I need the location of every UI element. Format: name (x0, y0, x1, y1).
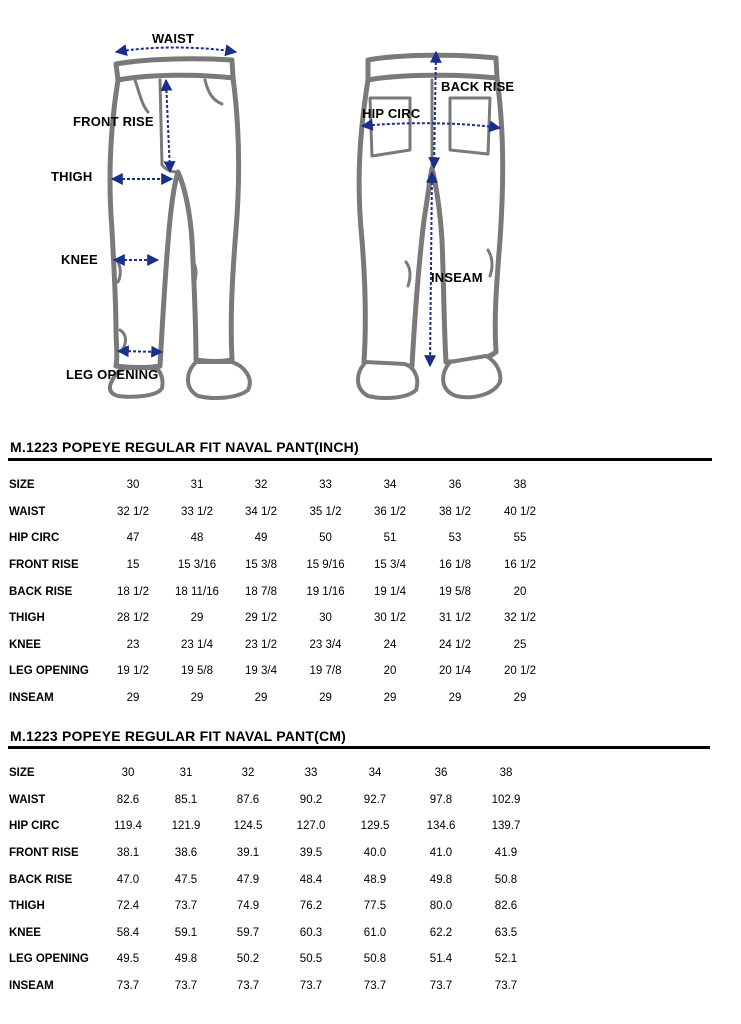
table-cell: 19 1/2 (117, 665, 149, 678)
table-cell: 20 (383, 665, 397, 678)
table-cell: 20 (513, 585, 527, 598)
table-cell: 47.9 (236, 873, 260, 886)
table-cell: 31 1/2 (439, 612, 471, 625)
row-label: LEG OPENING (9, 953, 89, 966)
table-cell: 50.2 (236, 953, 260, 966)
table-cell: 60.3 (299, 926, 323, 939)
table-cell: 32 1/2 (117, 505, 149, 518)
thigh-label: THIGH (51, 169, 93, 184)
table-cell: 77.5 (363, 900, 387, 913)
table-cell: 31 (179, 767, 193, 780)
table-cell: 34 1/2 (245, 505, 277, 518)
table-cell: 48 (190, 532, 204, 545)
table-cell: 23 3/4 (309, 638, 342, 651)
table-cell: 49 (254, 532, 268, 545)
table-cell: 15 3/16 (177, 559, 217, 572)
pants-diagram (0, 0, 741, 420)
table-row (8, 840, 537, 867)
hip-circ-label: HIP CIRC (362, 106, 421, 121)
table-cell: 15 3/8 (245, 559, 277, 572)
table-cell: 19 5/8 (181, 665, 213, 678)
table-cell: 29 (126, 692, 140, 705)
table-cell: 23 1/4 (181, 638, 213, 651)
table-cell: 73.7 (299, 980, 323, 993)
table-cell: 29 (190, 612, 204, 625)
table-cell: 50.8 (494, 873, 518, 886)
inch-table-rule (8, 458, 712, 461)
table-row (8, 893, 537, 920)
table-cell: 28 1/2 (117, 612, 149, 625)
table-cell: 73.7 (174, 980, 198, 993)
table-cell: 33 1/2 (181, 505, 213, 518)
table-cell: 63.5 (494, 926, 518, 939)
table-cell: 92.7 (363, 793, 387, 806)
table-cell: 33 (319, 479, 332, 492)
table-cell: 53 (448, 532, 462, 545)
table-cell: 49.8 (174, 953, 198, 966)
table-cell: 55 (513, 532, 527, 545)
table-cell: 18 1/2 (117, 585, 149, 598)
table-cell: 34 (368, 767, 382, 780)
table-cell: 102.9 (491, 793, 521, 806)
table-cell: 38.1 (116, 847, 140, 860)
row-label: KNEE (9, 638, 41, 651)
table-row (8, 946, 537, 973)
table-cell: 29 (190, 692, 204, 705)
table-cell: 19 1/4 (374, 585, 406, 598)
row-label: THIGH (9, 900, 45, 913)
inseam-arrow (430, 172, 432, 366)
table-cell: 72.4 (116, 900, 140, 913)
table-cell: 23 1/2 (245, 638, 277, 651)
table-cell: 73.7 (363, 980, 387, 993)
table-cell: 121.9 (171, 820, 201, 833)
table-cell: 134.6 (426, 820, 456, 833)
table-cell: 19 3/4 (245, 665, 277, 678)
cm-table-title: M.1223 POPEYE REGULAR FIT NAVAL PANT(CM) (10, 728, 346, 744)
table-cell: 80.0 (429, 900, 453, 913)
row-label: SIZE (9, 479, 35, 492)
table-cell: 48.4 (299, 873, 323, 886)
table-row (8, 472, 552, 499)
table-cell: 24 (383, 638, 397, 651)
table-cell: 29 (319, 692, 332, 705)
table-cell: 35 1/2 (309, 505, 342, 518)
table-cell: 73.7 (429, 980, 453, 993)
table-cell: 82.6 (116, 793, 140, 806)
row-label: LEG OPENING (9, 665, 89, 678)
row-label: KNEE (9, 926, 41, 939)
inch-table-title: M.1223 POPEYE REGULAR FIT NAVAL PANT(INCH) (10, 439, 359, 455)
table-cell: 38 (499, 767, 513, 780)
table-cell: 32 1/2 (504, 612, 536, 625)
table-cell: 30 (121, 767, 135, 780)
table-cell: 19 1/16 (306, 585, 345, 598)
table-cell: 32 (241, 767, 255, 780)
table-cell: 31 (190, 479, 204, 492)
waist-arrow (116, 48, 236, 53)
table-cell: 87.6 (236, 793, 260, 806)
back-rise-label: BACK RISE (441, 79, 515, 94)
table-cell: 62.2 (429, 926, 453, 939)
table-cell: 29 (513, 692, 527, 705)
table-cell: 32 (254, 479, 268, 492)
table-cell: 61.0 (363, 926, 387, 939)
leg-opening-arrow (118, 351, 162, 352)
front-rise-label: FRONT RISE (73, 114, 154, 129)
table-cell: 76.2 (299, 900, 323, 913)
table-row (8, 605, 552, 632)
table-cell: 20 1/2 (504, 665, 536, 678)
table-cell: 124.5 (233, 820, 263, 833)
table-cell: 41.0 (429, 847, 453, 860)
table-cell: 36 (434, 767, 448, 780)
table-row (8, 760, 537, 787)
table-cell: 73.7 (494, 980, 518, 993)
table-cell: 97.8 (429, 793, 453, 806)
table-row (8, 525, 552, 552)
table-cell: 36 (448, 479, 462, 492)
table-cell: 59.1 (174, 926, 198, 939)
front-pants-outline (110, 59, 239, 368)
table-cell: 50 (319, 532, 332, 545)
leg-opening-label: LEG OPENING (66, 367, 159, 382)
table-cell: 49.8 (429, 873, 453, 886)
table-cell: 15 9/16 (306, 559, 345, 572)
table-cell: 74.9 (236, 900, 260, 913)
table-cell: 41.9 (494, 847, 518, 860)
table-cell: 58.4 (116, 926, 140, 939)
table-cell: 33 (304, 767, 318, 780)
table-cell: 38 1/2 (439, 505, 471, 518)
table-cell: 25 (513, 638, 527, 651)
table-cell: 47.0 (116, 873, 140, 886)
table-cell: 50.5 (299, 953, 323, 966)
table-row (8, 813, 537, 840)
table-cell: 47.5 (174, 873, 198, 886)
table-cell: 34 (383, 479, 397, 492)
knee-label: KNEE (61, 252, 98, 267)
table-cell: 127.0 (296, 820, 326, 833)
table-cell: 85.1 (174, 793, 198, 806)
inseam-label: INSEAM (431, 270, 483, 285)
table-cell: 59.7 (236, 926, 260, 939)
table-cell: 16 1/2 (504, 559, 536, 572)
row-label: THIGH (9, 612, 45, 625)
table-cell: 82.6 (494, 900, 518, 913)
table-cell: 15 (126, 559, 140, 572)
table-cell: 30 (126, 479, 140, 492)
table-cell: 139.7 (491, 820, 521, 833)
table-cell: 36 1/2 (374, 505, 406, 518)
table-cell: 40.0 (363, 847, 387, 860)
row-label: WAIST (9, 793, 46, 806)
table-cell: 73.7 (116, 980, 140, 993)
table-cell: 20 1/4 (439, 665, 471, 678)
table-cell: 18 7/8 (245, 585, 277, 598)
table-cell: 30 1/2 (374, 612, 406, 625)
measurement-illustration (0, 0, 741, 420)
table-cell: 29 (448, 692, 462, 705)
row-label: HIP CIRC (9, 532, 60, 545)
table-cell: 29 (254, 692, 268, 705)
table-cell: 52.1 (494, 953, 518, 966)
table-cell: 51 (383, 532, 397, 545)
row-label: WAIST (9, 505, 46, 518)
table-cell: 38.6 (174, 847, 198, 860)
table-cell: 24 1/2 (439, 638, 471, 651)
table-cell: 50.8 (363, 953, 387, 966)
table-cell: 39.5 (299, 847, 323, 860)
inch-size-table (8, 472, 552, 711)
row-label: HIP CIRC (9, 820, 60, 833)
table-cell: 16 1/8 (439, 559, 471, 572)
table-cell: 19 5/8 (439, 585, 471, 598)
table-cell: 51.4 (429, 953, 453, 966)
table-cell: 29 (383, 692, 397, 705)
table-cell: 29 1/2 (245, 612, 277, 625)
row-label: SIZE (9, 767, 35, 780)
table-cell: 90.2 (299, 793, 323, 806)
table-row (8, 920, 537, 947)
table-cell: 48.9 (363, 873, 387, 886)
waist-label: WAIST (152, 31, 195, 46)
table-cell: 47 (126, 532, 140, 545)
table-row (8, 973, 537, 1000)
table-cell: 40 1/2 (504, 505, 536, 518)
table-cell: 18 11/16 (175, 585, 219, 598)
row-label: BACK RISE (9, 585, 73, 598)
table-row (8, 552, 552, 579)
table-cell: 19 7/8 (309, 665, 342, 678)
table-cell: 73.7 (174, 900, 198, 913)
table-cell: 129.5 (360, 820, 390, 833)
table-cell: 23 (126, 638, 140, 651)
table-cell: 39.1 (236, 847, 260, 860)
front-rise-arrow (166, 80, 170, 172)
table-row (8, 685, 552, 712)
table-cell: 30 (319, 612, 332, 625)
table-cell: 15 3/4 (374, 559, 406, 572)
table-cell: 119.4 (114, 820, 142, 833)
back-pants-outline (359, 55, 503, 367)
table-cell: 38 (513, 479, 527, 492)
cm-table-rule (8, 746, 710, 749)
cm-size-table (8, 760, 537, 999)
table-row (8, 787, 537, 814)
row-label: INSEAM (9, 692, 54, 705)
row-label: INSEAM (9, 980, 54, 993)
table-row (8, 632, 552, 659)
table-row (8, 499, 552, 526)
row-label: FRONT RISE (9, 559, 79, 572)
row-label: FRONT RISE (9, 847, 79, 860)
row-label: BACK RISE (9, 873, 73, 886)
table-cell: 73.7 (236, 980, 260, 993)
table-row (8, 866, 537, 893)
table-row (8, 578, 552, 605)
table-cell: 49.5 (116, 953, 140, 966)
table-row (8, 658, 552, 685)
